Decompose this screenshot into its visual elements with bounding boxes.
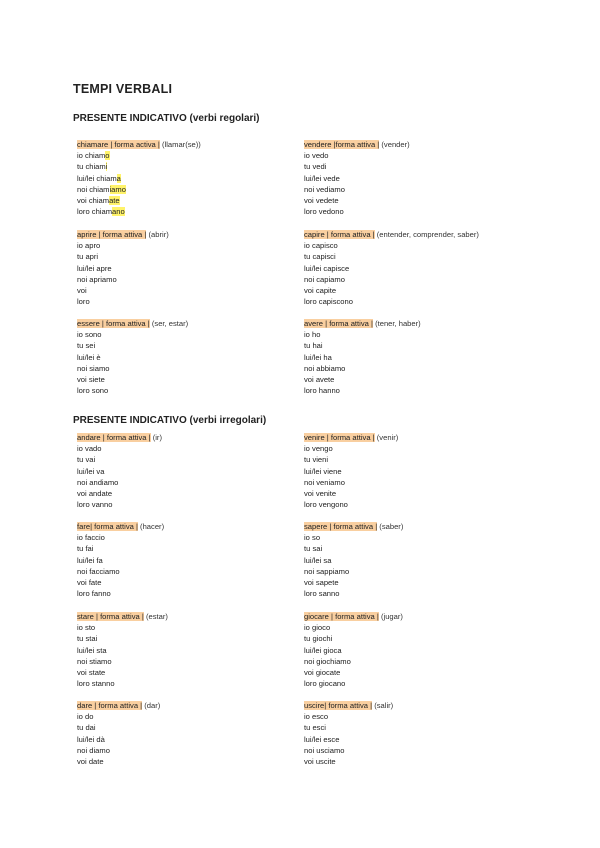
verb-label: capire | forma attiva |: [304, 230, 375, 239]
conjugation-line: lui/lei gioca: [304, 645, 342, 655]
verb-translation: (entender, comprender, saber): [376, 230, 479, 239]
conjugation-line: noi chiamiamo: [77, 184, 126, 194]
verb-heading: [304, 318, 534, 329]
conjugation-line: noi facciamo: [77, 566, 120, 576]
conjugation-line: voi andate: [77, 489, 113, 499]
verb-ending-highlight: o: [105, 151, 110, 161]
conjugation-line: noi vediamo: [304, 184, 345, 194]
conjugation-line: loro chiamano: [77, 207, 125, 217]
conjugation-line: tu chiami: [77, 162, 108, 172]
conjugation-line: loro giocano: [304, 679, 346, 689]
verb-block: [77, 700, 307, 767]
verb-block: [77, 229, 307, 307]
conjugation-line: lui/lei va: [77, 466, 105, 476]
verb-label: essere | forma attiva |: [77, 319, 150, 328]
conjugation-line: lui/lei è: [77, 352, 101, 362]
verb-translation: (saber): [379, 522, 404, 531]
conjugation-line: lui/lei fa: [77, 555, 103, 565]
conjugation-line: io sono: [77, 330, 102, 340]
verb-label: venire | forma attiva |: [304, 433, 375, 442]
verb-block: [304, 139, 534, 217]
conjugation-line: voi capite: [304, 286, 337, 296]
conjugation-line: lui/lei capisce: [304, 263, 350, 273]
verb-heading: [304, 139, 534, 150]
conjugation-line: voi fate: [77, 578, 102, 588]
conjugation-line: voi date: [77, 757, 104, 767]
conjugation-line: io esco: [304, 712, 329, 722]
verb-block: [304, 432, 534, 510]
verb-translation: (ir): [152, 433, 162, 442]
conjugation-line: noi veniamo: [304, 477, 345, 487]
verb-heading: [304, 432, 534, 443]
verb-label: andare | forma attiva |: [77, 433, 151, 442]
conjugation-line: tu vedi: [304, 162, 327, 172]
conjugation-line: voi avete: [304, 375, 335, 385]
verb-ending-highlight: ate: [109, 196, 120, 206]
conjugation-line: lui/lei sta: [77, 645, 107, 655]
verb-block: [304, 521, 534, 599]
verb-heading: [304, 700, 534, 711]
verb-label: vendere |forma attiva |: [304, 140, 380, 149]
verb-heading: [304, 611, 534, 622]
conjugation-line: noi giochiamo: [304, 656, 351, 666]
verb-translation: (vender): [381, 140, 410, 149]
conjugation-line: voi chiamate: [77, 196, 120, 206]
conjugation-line: noi siamo: [77, 363, 110, 373]
conjugation-line: lui/lei chiama: [77, 173, 121, 183]
conjugation-line: noi stiamo: [77, 656, 112, 666]
verb-translation: (salir): [374, 701, 394, 710]
conjugation-line: loro: [77, 297, 90, 307]
verb-heading: [77, 611, 307, 622]
conjugation-line: voi vedete: [304, 196, 339, 206]
verb-block: [304, 229, 534, 307]
conjugation-line: noi capiamo: [304, 274, 345, 284]
conjugation-line: noi diamo: [77, 745, 110, 755]
verb-ending-highlight: a: [116, 173, 121, 183]
verb-translation: (jugar): [380, 612, 403, 621]
conjugation-line: voi: [77, 286, 87, 296]
conjugation-line: lui/lei vede: [304, 173, 340, 183]
conjugation-line: noi abbiamo: [304, 363, 346, 373]
verb-heading: [77, 229, 307, 240]
conjugation-line: tu dai: [77, 723, 96, 733]
verb-block: [77, 521, 307, 599]
conjugation-line: voi venite: [304, 489, 337, 499]
conjugation-line: tu giochi: [304, 634, 333, 644]
conjugation-line: loro hanno: [304, 386, 340, 396]
conjugation-line: noi apriamo: [77, 274, 117, 284]
conjugation-line: tu stai: [77, 634, 98, 644]
conjugation-line: loro vedono: [304, 207, 344, 217]
conjugation-line: voi siete: [77, 375, 105, 385]
conjugation-line: lui/lei ha: [304, 352, 332, 362]
verb-block: [77, 318, 307, 396]
conjugation-line: noi andiamo: [77, 477, 119, 487]
conjugation-line: io do: [77, 712, 94, 722]
conjugation-line: lui/lei apre: [77, 263, 112, 273]
conjugation-line: lui/lei dà: [77, 734, 105, 744]
conjugation-line: tu sai: [304, 544, 323, 554]
verb-translation: (llamar(se)): [162, 140, 201, 149]
conjugation-line: io vado: [77, 444, 102, 454]
conjugation-line: noi usciamo: [304, 745, 345, 755]
conjugation-line: voi uscite: [304, 757, 336, 767]
verb-heading: [77, 700, 307, 711]
verb-translation: (tener, haber): [375, 319, 421, 328]
verb-label: uscire| forma attiva |: [304, 701, 373, 710]
conjugation-line: io capisco: [304, 241, 338, 251]
verb-block: [304, 611, 534, 689]
verb-translation: (venir): [376, 433, 399, 442]
verb-translation: (ser, estar): [151, 319, 189, 328]
conjugation-line: io vengo: [304, 444, 333, 454]
conjugation-line: io chiamo: [77, 151, 110, 161]
verb-heading: [77, 139, 307, 150]
conjugation-line: tu vieni: [304, 455, 329, 465]
conjugation-line: io sto: [77, 623, 96, 633]
conjugation-line: voi sapete: [304, 578, 339, 588]
conjugation-line: tu esci: [304, 723, 326, 733]
conjugation-line: io so: [304, 533, 321, 543]
verb-translation: (dar): [144, 701, 161, 710]
conjugation-line: tu sei: [77, 341, 96, 351]
conjugation-line: tu hai: [304, 341, 323, 351]
verb-ending-highlight: iamo: [109, 184, 126, 194]
section-title: PRESENTE INDICATIVO (verbi irregolari): [73, 415, 267, 426]
conjugation-line: loro vanno: [77, 500, 113, 510]
verb-block: [77, 611, 307, 689]
conjugation-line: io vedo: [304, 151, 329, 161]
verb-block: [304, 700, 534, 767]
verb-ending-highlight: i: [105, 162, 108, 172]
conjugation-line: tu fai: [77, 544, 94, 554]
conjugation-line: loro fanno: [77, 589, 111, 599]
conjugation-line: loro capiscono: [304, 297, 353, 307]
verb-heading: [77, 432, 307, 443]
verb-translation: (hacer): [140, 522, 165, 531]
document-title: TEMPI VERBALI: [73, 82, 173, 96]
verb-heading: [304, 521, 534, 532]
conjugation-line: lui/lei sa: [304, 555, 332, 565]
verb-heading: [77, 318, 307, 329]
verb-label: avere | forma attiva |: [304, 319, 373, 328]
verb-label: aprire | forma attiva |: [77, 230, 147, 239]
verb-label: fare| forma attiva |: [77, 522, 138, 531]
conjugation-line: loro sono: [77, 386, 109, 396]
conjugation-line: tu capisci: [304, 252, 336, 262]
verb-block: [77, 139, 307, 217]
conjugation-line: io faccio: [77, 533, 105, 543]
conjugation-line: lui/lei esce: [304, 734, 340, 744]
verb-label: stare | forma attiva |: [77, 612, 144, 621]
verb-heading: [77, 521, 307, 532]
verb-translation: (estar): [145, 612, 168, 621]
conjugation-line: lui/lei viene: [304, 466, 342, 476]
conjugation-line: io apro: [77, 241, 101, 251]
conjugation-line: io gioco: [304, 623, 331, 633]
verb-translation: (abrir): [148, 230, 169, 239]
verb-label: sapere | forma attiva |: [304, 522, 378, 531]
section-title: PRESENTE INDICATIVO (verbi regolari): [73, 113, 260, 124]
conjugation-line: tu vai: [77, 455, 96, 465]
conjugation-line: voi state: [77, 668, 106, 678]
verb-label: dare | forma attiva |: [77, 701, 143, 710]
verb-block: [77, 432, 307, 510]
conjugation-line: loro vengono: [304, 500, 348, 510]
conjugation-line: voi giocate: [304, 668, 341, 678]
verb-ending-highlight: ano: [112, 207, 125, 217]
verb-heading: [304, 229, 534, 240]
conjugation-line: io ho: [304, 330, 321, 340]
conjugation-line: loro stanno: [77, 679, 115, 689]
conjugation-line: tu apri: [77, 252, 99, 262]
conjugation-line: loro sanno: [304, 589, 340, 599]
verb-label: chiamare | forma activa |: [77, 140, 160, 149]
verb-label: giocare | forma attiva |: [304, 612, 379, 621]
conjugation-line: noi sappiamo: [304, 566, 350, 576]
verb-block: [304, 318, 534, 396]
